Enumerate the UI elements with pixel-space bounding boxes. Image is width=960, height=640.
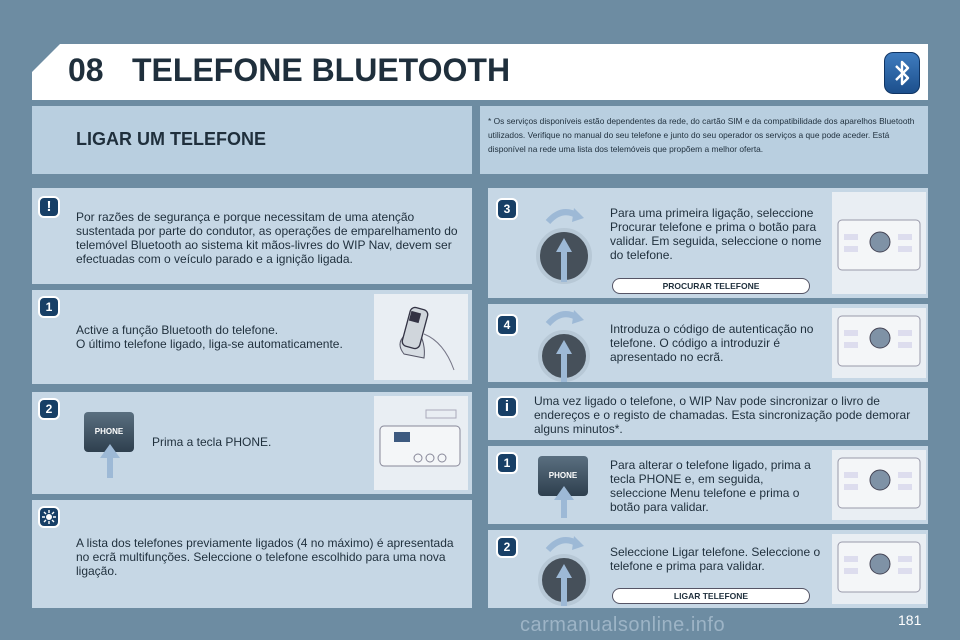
step3-caption: PROCURAR TELEFONE [612, 278, 810, 294]
stepB2-text: Seleccione Ligar telefone. Seleccione o telefone e prima para validar. [610, 545, 821, 573]
tip-text: A lista dos telefones previamente ligados (4 no máximo) é apresentada no ecrã multifunções. Seleccione o telefone escolhido para uma nova ligação. [76, 536, 454, 578]
stepB1-text: Para alterar o telefone ligado, prima a tecla PHONE e, em seguida, seleccione Menu telefone e prima o botão para validar. [610, 458, 811, 514]
step1-badge: 1 [38, 296, 60, 318]
info-text: Uma vez ligado o telefone, o WIP Nav pode sincronizar o livro de endereços e o registo de chamadas. Esta sincronização pode demorar alguns minutos*. [534, 394, 911, 436]
step3-badge: 3 [496, 198, 518, 220]
chapter-number: 08 [68, 52, 104, 88]
footnote-text: * Os serviços disponíveis estão dependentes da rede, do cartão SIM e da compatibilidade dos aparelhos Bluetooth utilizados. Verifique no manual do seu telefone e junto do seu operador os serviços a que pode aceder. Está disponível na rede uma lista dos telemóveis que propõem a melhor oferta. [488, 116, 915, 154]
step1-text: Active a função Bluetooth do telefone. O último telefone ligado, liga-se automaticamente. [76, 323, 343, 351]
bluetooth-icon [884, 52, 920, 94]
warning-icon: ! [38, 196, 60, 218]
section-title: LIGAR UM TELEFONE [76, 129, 266, 149]
rotary-knob-icon [528, 200, 600, 295]
step2-badge: 2 [38, 398, 60, 420]
stepB2-caption: LIGAR TELEFONE [612, 588, 810, 604]
step4-text: Introduza o código de autenticação no telefone. O código a introduzir é apresentado no ecrã. [610, 322, 814, 364]
press-arrow-icon [98, 444, 122, 478]
step3-text: Para uma primeira ligação, seleccione Procurar telefone e prima o botão para validar. Em seguida, seleccione o nome do telefone. [610, 206, 822, 262]
stepB1-badge: 1 [496, 452, 518, 474]
watermark: carmanualsonline.info [520, 614, 726, 636]
radio-panel-icon [374, 396, 468, 490]
page-number: 181 [898, 612, 922, 628]
press-arrow-icon [552, 486, 576, 518]
rotary-knob-icon [528, 304, 600, 389]
tip-icon [38, 506, 60, 528]
page-title: TELEFONE BLUETOOTH [132, 52, 511, 88]
radio-panel-icon [836, 538, 922, 598]
step2-text: Prima a tecla PHONE. [152, 435, 272, 449]
hand-phone-icon [374, 294, 468, 380]
info-icon: i [496, 396, 518, 418]
stepB2-badge: 2 [496, 536, 518, 558]
phone-illustration [374, 294, 468, 380]
radio-panel-icon [836, 312, 922, 372]
warning-text: Por razões de segurança e porque necessitam de uma atenção sustentada por parte do condutor, as operações de emparelhamento do telemóvel Bluetooth ao sistema kit mãos-livres do WIP Nav, devem ser efectuadas com o veículo parado e a ignição ligada. [76, 210, 458, 266]
step4-badge: 4 [496, 314, 518, 336]
radio-panel-icon [836, 454, 922, 514]
phone-key: PHONE [538, 456, 588, 496]
phone-key: PHONE [84, 412, 134, 452]
radio-illustration [374, 396, 468, 490]
radio-panel-icon [836, 212, 922, 276]
rotary-knob-icon [528, 530, 600, 613]
